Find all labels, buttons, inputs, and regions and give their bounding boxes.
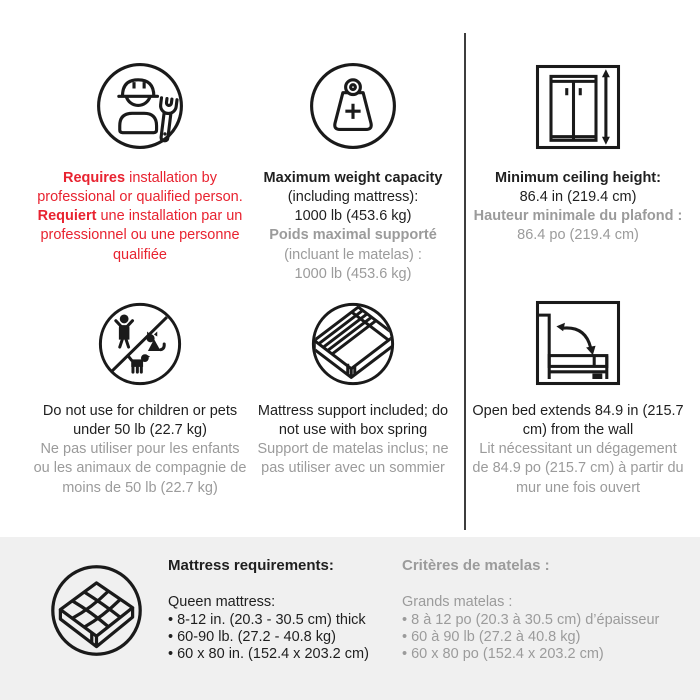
children-text-en: Do not use for children or pets under 50 lb (22.7 kg) (42, 403, 238, 439)
open-bed-text-fr: Lit nécessitant un dégagement de 84.9 po (215.7 cm) à partir du mur une fois ouvert (472, 441, 684, 496)
mattress-requirements-sub-en: Queen mattress: (168, 594, 276, 610)
warning-ceiling-height (464, 0, 700, 290)
mattress-requirements-heading-en: Mattress requirements: (168, 557, 334, 574)
list-item: • 60 x 80 in. (152.4 x 203.2 cm) (168, 646, 398, 663)
warning-mattress-support (252, 290, 464, 498)
warning-open-bed-text (472, 402, 684, 498)
warning-support-text (252, 402, 454, 479)
warning-open-bed (464, 290, 700, 498)
ceiling-heading-en: Minimum ceiling height: (495, 170, 661, 186)
open-bed-text-en: Open bed extends 84.9 in (215.7 cm) from the wall (472, 403, 684, 439)
weight-line1-en: (including mattress): (287, 189, 419, 206)
ceiling-line1-fr: 86.4 po (219.4 cm) (517, 227, 639, 244)
installer-wrench-icon (94, 60, 186, 152)
warning-installation-lead-en: Requires (63, 170, 126, 186)
weight-heading-fr: Poids maximal supporté (269, 227, 437, 244)
warning-installation-rest-fr: une installation par un professionnel ou une personne qualifiée (40, 208, 243, 263)
weight-line2-fr: 1000 lb (453.6 kg) (294, 265, 412, 282)
warning-installation-rest-en: installation by professional or qualified person. (37, 170, 243, 206)
weight-line2-en: 1000 lb (453.6 kg) (294, 208, 412, 225)
weight-plus-icon (307, 60, 399, 152)
weight-line1-fr: (incluant le matelas) : (284, 246, 422, 263)
tufted-mattress-icon (49, 563, 144, 658)
mattress-requirements-list-en (168, 612, 398, 663)
mattress-requirements-list-fr (402, 612, 694, 663)
list-item: • 8-12 in. (20.3 - 30.5 cm) thick (168, 612, 398, 629)
mattress-requirements-panel (0, 537, 700, 700)
list-item: • 60 à 90 lb (27.2 à 40.8 kg) (402, 629, 694, 646)
list-item: • 60 x 80 po (152.4 x 203.2 cm) (402, 646, 694, 663)
warning-weight-capacity (252, 0, 464, 290)
warning-weight-text (264, 169, 443, 284)
warning-ceiling-text (474, 169, 683, 246)
support-text-fr: Support de matelas inclus; ne pas utiliser avec un sommier (257, 441, 449, 477)
warning-installation-text (28, 169, 252, 265)
ceiling-line1-en: 86.4 in (219.4 cm) (519, 189, 637, 206)
list-item: • 8 à 12 po (20.3 à 30.5 cm) d’épaisseur (402, 612, 694, 629)
weight-heading-en: Maximum weight capacity (263, 170, 443, 186)
open-bed-fold-icon (533, 300, 623, 388)
mattress-requirements-heading-fr: Critères de matelas : (402, 557, 550, 574)
slatted-support-icon (309, 300, 397, 388)
list-item: • 60-90 lb. (27.2 - 40.8 kg) (168, 629, 398, 646)
ceiling-heading-fr: Hauteur minimale du plafond : (473, 208, 683, 225)
mattress-requirements-en (168, 557, 398, 663)
no-children-pets-icon (96, 300, 184, 388)
warning-children-text (32, 402, 248, 498)
mattress-requirements-fr (402, 557, 694, 663)
warning-installation-lead-fr: Requiert (37, 208, 97, 225)
support-text-en: Mattress support included; do not use with box spring (257, 403, 449, 439)
children-text-fr: Ne pas utiliser pour les enfants ou les animaux de compagnie de moins de 50 lb (22.7 kg) (33, 441, 247, 496)
ceiling-height-arrow-icon (533, 60, 623, 152)
warning-no-children-pets (0, 290, 252, 498)
mattress-requirements-sub-fr: Grands matelas : (402, 594, 513, 610)
warning-installation (0, 0, 252, 290)
